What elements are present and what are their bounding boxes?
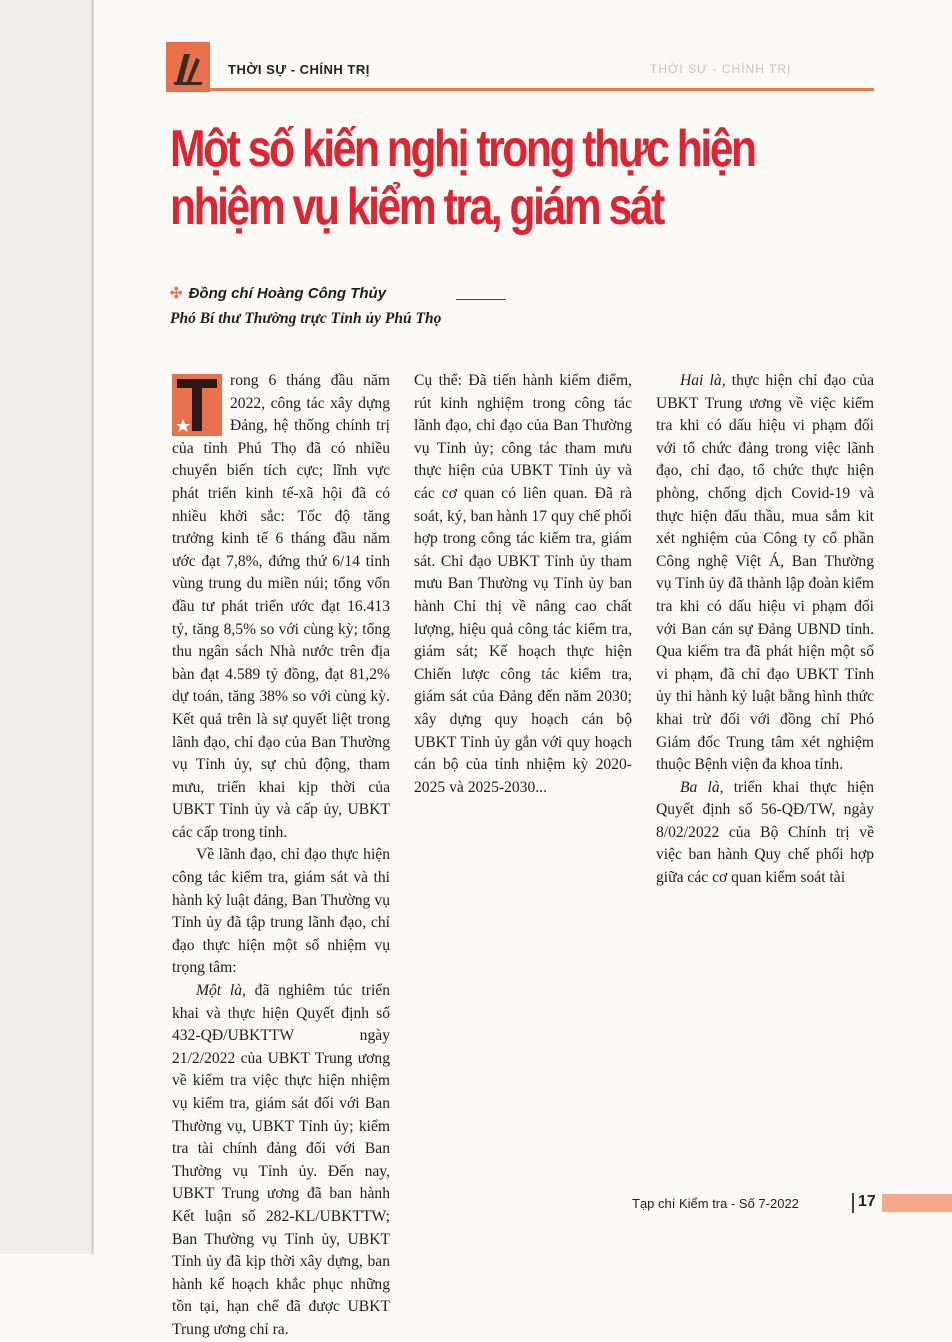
title-line-1: Một số kiến nghị trong thực hiện	[170, 120, 755, 178]
section-logo	[166, 42, 210, 92]
dropcap-t-icon	[175, 377, 219, 433]
text-column-1	[172, 370, 390, 1342]
page-margin-strip	[0, 0, 94, 1254]
paragraph-leadership: Về lãnh đạo, chỉ đạo thực hiện công tác kiểm tra, giám sát và thi hành kỷ luật đảng, Ban Thường vụ Tỉnh ủy đã tập trung lãnh đạo, chỉ đạo thực hiện một số nhiệm vụ trọng tâm:	[172, 846, 390, 977]
title-line-2: nhiệm vụ kiểm tra, giám sát	[170, 178, 663, 236]
first-point-lead: Một là,	[196, 982, 246, 1000]
star-bullet-icon: ✣	[170, 285, 183, 302]
header-rule	[210, 88, 874, 91]
dropcap-t	[172, 374, 222, 436]
paragraph-first-point	[172, 980, 390, 1342]
author-name-text: Đồng chí Hoàng Công Thủy	[188, 285, 387, 302]
section-label: THỜI SỰ - CHÍNH TRỊ	[228, 62, 370, 77]
footer-magazine: Tạp chí Kiểm tra - Số 7-2022	[632, 1196, 799, 1211]
third-point-text: triển khai thực hiện Quyết định số 56-QĐ/TW, ngày 8/02/2022 của Bộ Chính trị về việc ban hành Quy chế phối hợp giữa các cơ quan kiểm soát tài	[656, 778, 874, 887]
pen-logo-icon	[172, 48, 204, 88]
paragraph-intro: rong 6 tháng đầu năm 2022, công tác xây dựng Đảng, hệ thống chính trị của tỉnh Phú Thọ đã có nhiều chuyển biến tích cực; lĩnh vực phát triển kinh tế-xã hội đã có nhiều khởi sắc: Tốc độ tăng trưởng kinh tế 6 tháng đầu năm ước đạt 7,8%, đứng thứ 6/14 tỉnh vùng trung du miền núi; tổng vốn đầu tư phát triển ước đạt 16.413 tỷ, tăng 8,5% so với cùng kỳ; tổng thu ngân sách Nhà nước trên địa bàn đạt 4.589 tỷ đồng, đạt 81,2% dự toán, tăng 38% so với cùng kỳ. Kết quả trên là sự quyết liệt trong lãnh đạo, chỉ đạo của Ban Thường vụ Tỉnh ủy, sự chủ động, tham mưu, triển khai kịp thời của UBKT Tỉnh ủy và cấp ủy, UBKT các cấp trong tỉnh.	[172, 372, 390, 841]
footer-accent-bar	[882, 1194, 952, 1212]
footer-separator	[852, 1193, 854, 1213]
author-name	[170, 284, 386, 302]
second-point-lead: Hai là,	[680, 372, 726, 389]
third-point-lead: Ba là,	[680, 778, 724, 796]
paragraph-third-point	[656, 777, 874, 890]
text-column-3	[656, 370, 874, 890]
text-column-2	[414, 370, 632, 799]
author-rule	[456, 299, 506, 300]
paragraph-details: Cụ thể: Đã tiến hành kiểm điểm, rút kinh nghiệm trong công tác lãnh đạo, chỉ đạo của Ban Thường vụ Tỉnh ủy; công tác tham mưu thực hiện của UBKT Tỉnh ủy và các cơ quan có liên quan. Đã rà soát, ký, ban hành 17 quy chế phối hợp trong công tác kiểm tra, giám sát. Chỉ đạo UBKT Tỉnh ủy tham mưu Ban Thường vụ Tỉnh ủy ban hành Chỉ thị về nâng cao chất lượng, hiệu quả công tác kiểm tra, giám sát; Kế hoạch thực hiện Chiến lược công tác kiểm tra, giám sát của Đảng đến năm 2030; xây dựng quy hoạch cán bộ UBKT Tỉnh ủy gắn với quy hoạch cán bộ của tỉnh nhiệm kỳ 2020-2025 và 2025-2030...	[414, 372, 632, 796]
article-title	[170, 120, 755, 236]
page-number: 17	[858, 1193, 876, 1210]
second-point-text: thực hiện chỉ đạo của UBKT Trung ương về việc kiểm tra khi có dấu hiệu vi phạm đối với tổ chức đảng trong việc lãnh đạo, chỉ đạo, tổ chức thực hiện phòng, chống dịch Covid-19 và thực hiện đấu thầu, mua sắm kit xét nghiệm của Công ty cổ phần Công nghệ Việt Á, Ban Thường vụ Tỉnh ủy đã thành lập đoàn kiểm tra khi có dấu hiệu vi phạm đối với Ban cán sự Đảng UBND tỉnh. Qua kiểm tra đã phát hiện một số vi phạm, đã chỉ đạo UBKT Tỉnh ủy thi hành kỷ luật bằng hình thức khai trừ đối với đồng chí Phó Giám đốc Trung tâm xét nghiệm thuộc Bệnh viện đa khoa tỉnh.	[656, 372, 874, 774]
first-point-text: đã nghiêm túc triển khai và thực hiện Quyết định số 432-QĐ/UBKTTW ngày 21/2/2022 của UBKT Trung ương về kiểm tra việc thực hiện nhiệm vụ kiểm tra, giám sát đối với Ban Thường vụ, UBKT Tỉnh ủy; kiểm tra tài chính đảng đối với Ban Thường vụ Tỉnh ủy. Đến nay, UBKT Trung ương đã ban hành Kết luận số 282-KL/UBKTTW; Ban Thường vụ Tỉnh ủy, UBKT Tỉnh ủy đã kịp thời xây dựng, ban hành kế hoạch khắc phục những tồn tại, hạn chế đã được UBKT Trung ương chỉ ra.	[172, 982, 391, 1338]
show-through-header: THỜI SỰ - CHÍNH TRỊ	[650, 62, 792, 76]
paragraph-second-point	[656, 370, 874, 777]
author-position: Phó Bí thư Thường trực Tỉnh ủy Phú Thọ	[170, 310, 442, 327]
